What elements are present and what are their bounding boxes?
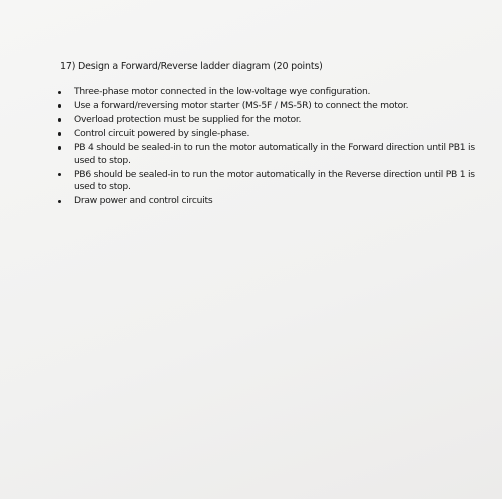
requirement-text: Control circuit powered by single-phase. [74, 127, 250, 139]
list-item [58, 195, 478, 208]
requirement-text: Use a forward/reversing motor starter (MS-5F / MS-5R) to connect the motor. [74, 99, 409, 111]
requirements-list [58, 86, 478, 209]
requirement-text: Draw power and control circuits [74, 195, 213, 207]
bullet-icon [58, 91, 61, 94]
bullet-icon [58, 200, 61, 203]
list-item [58, 128, 478, 141]
list-item [58, 142, 478, 167]
bullet-icon [58, 118, 61, 121]
list-item [58, 100, 478, 113]
requirement-text: PB6 should be sealed-in to run the motor automatically in the Reverse direction until PB 1 is used to stop. [74, 168, 475, 193]
bullet-icon [58, 146, 61, 149]
question-heading: 17) Design a Forward/Reverse ladder diagram (20 points) [60, 61, 323, 72]
bullet-icon [58, 173, 61, 176]
requirement-text: Overload protection must be supplied for the motor. [74, 113, 302, 125]
list-item [58, 169, 478, 194]
list-item [58, 86, 478, 99]
requirement-text: Three-phase motor connected in the low-voltage wye configuration. [74, 86, 371, 97]
bullet-icon [58, 132, 61, 135]
requirement-text: PB 4 should be sealed-in to run the motor automatically in the Forward direction until PB1 is used to stop. [74, 141, 475, 166]
bullet-icon [58, 104, 61, 107]
list-item [58, 114, 478, 127]
